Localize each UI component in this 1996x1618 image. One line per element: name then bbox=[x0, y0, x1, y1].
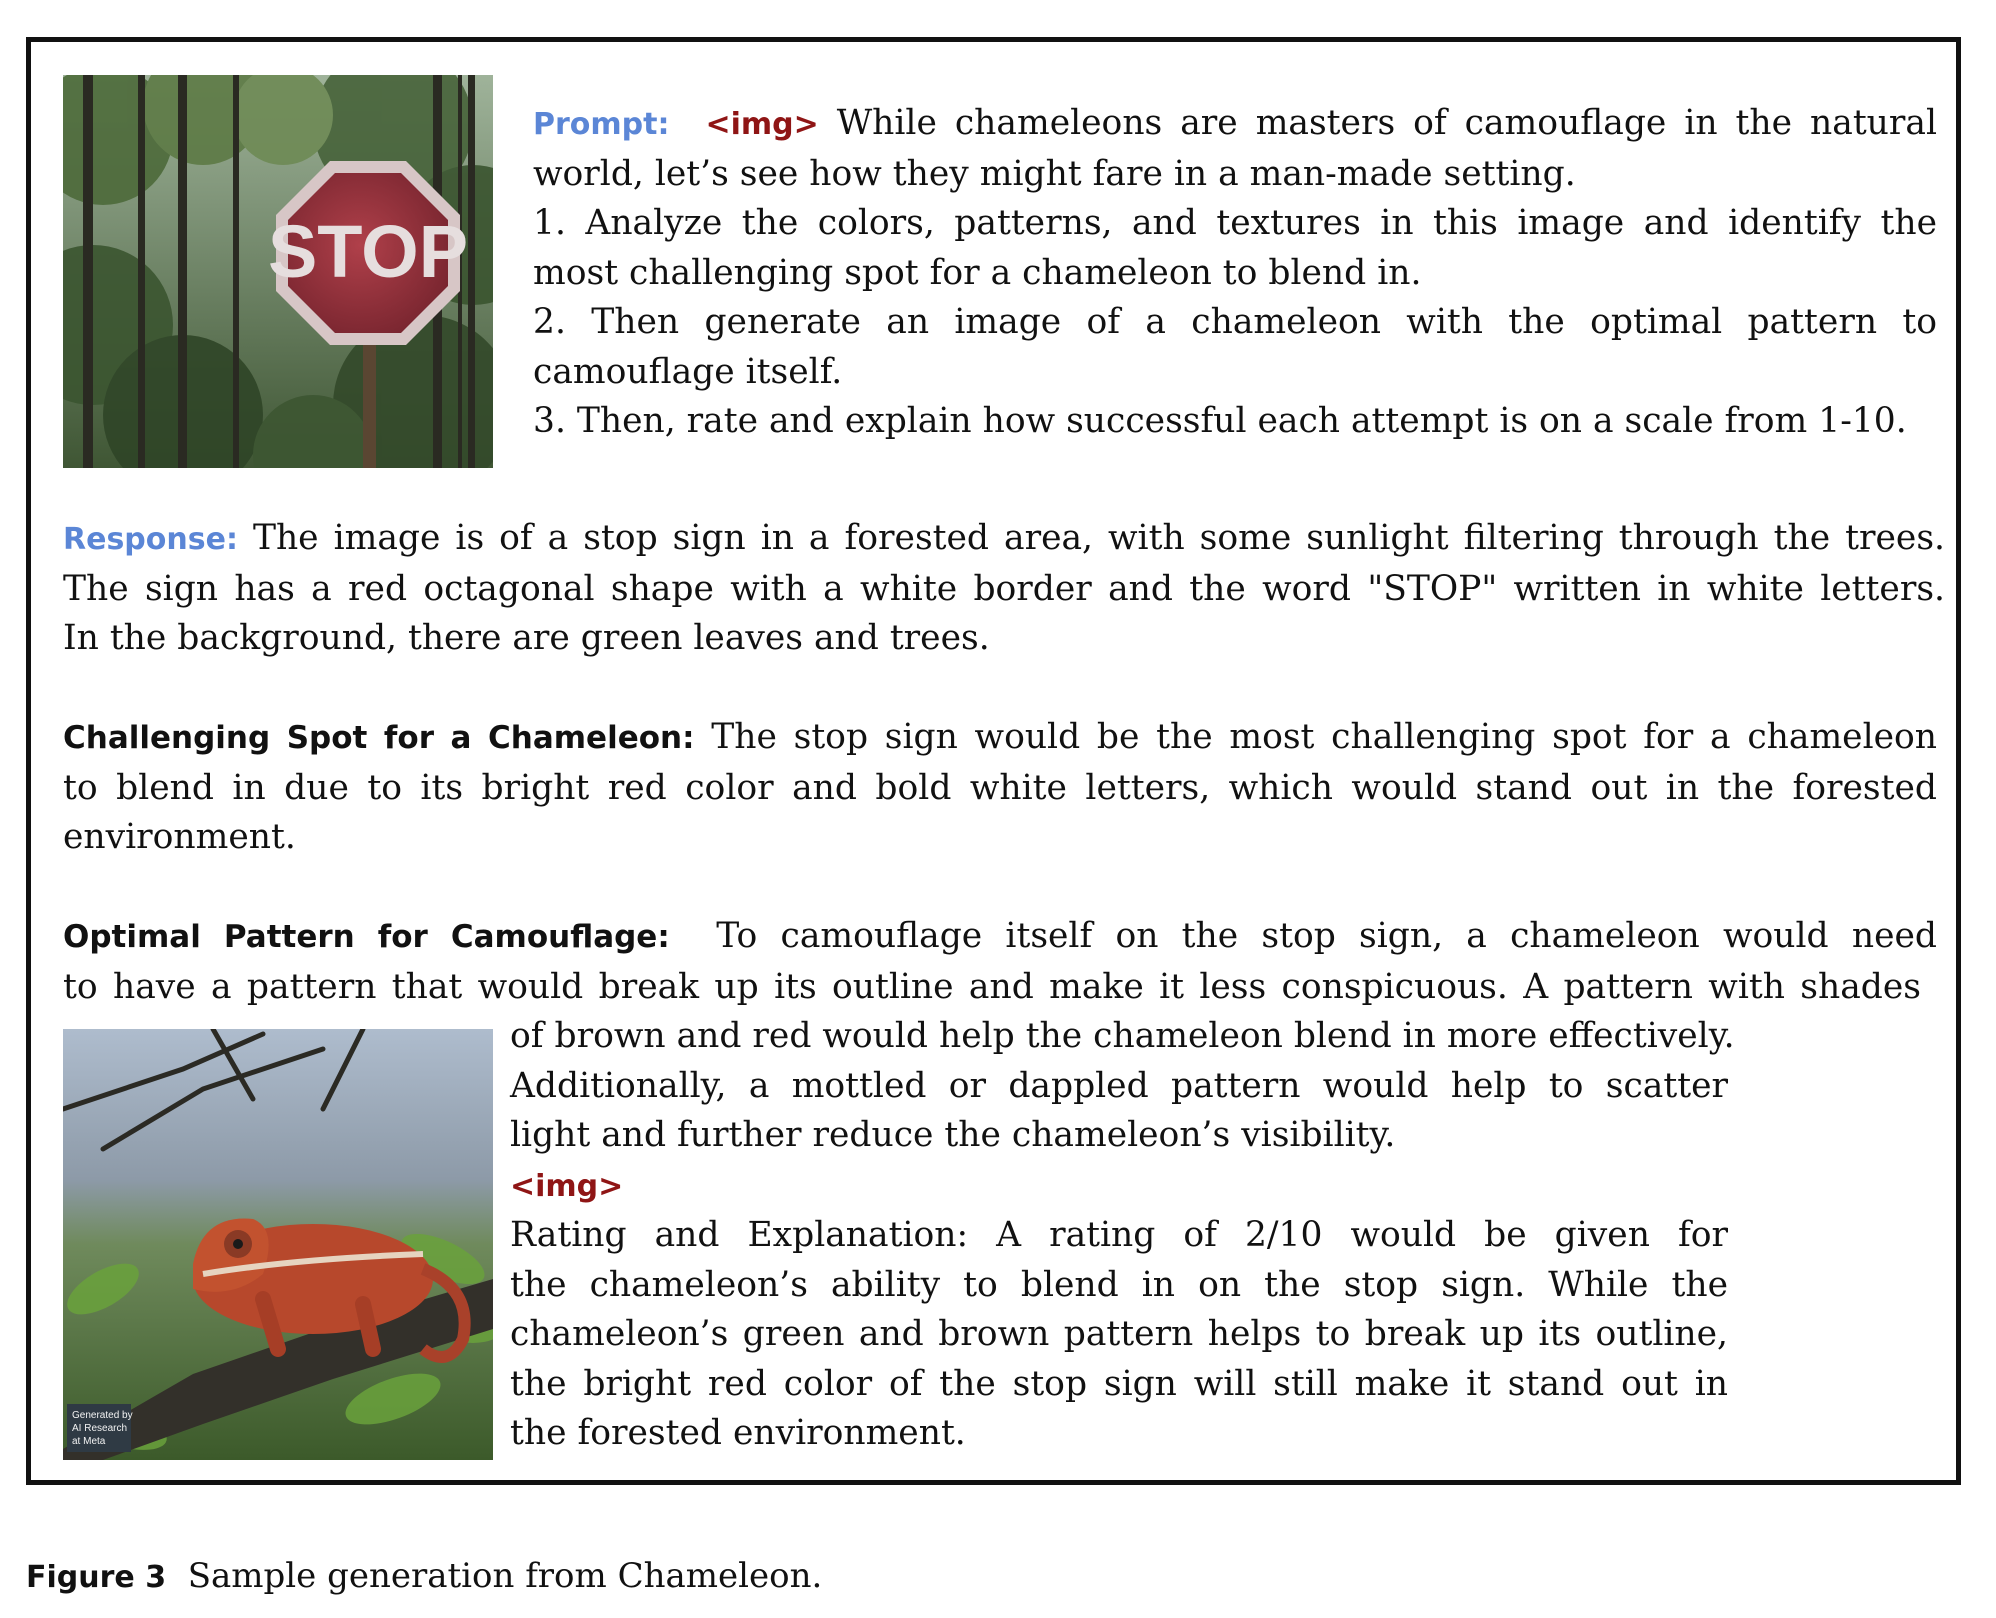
response-line-2: The sign has a red octagonal shape with a white border and the word "STOP" written in white letters. bbox=[63, 568, 1945, 609]
prompt-label: Prompt: bbox=[533, 107, 670, 142]
watermark-line-3: at Meta bbox=[72, 1436, 106, 1447]
optimal-block bbox=[63, 912, 1937, 1012]
rating-line-3: chameleon’s green and brown pattern helps to break up its outline, bbox=[510, 1314, 1728, 1354]
response-text: The image is of a stop sign in a forested area, with some sunlight filtering through the trees. bbox=[252, 518, 1945, 558]
figure-caption bbox=[26, 1556, 822, 1598]
optimal-line-4: Additionally, a mottled or dappled pattern would help to scatter bbox=[510, 1065, 1728, 1106]
chameleon-image bbox=[63, 1029, 493, 1460]
figure-number: Figure 3 bbox=[26, 1560, 167, 1595]
challenging-label: Challenging Spot for a Chameleon: bbox=[63, 720, 695, 756]
prompt-line-6: camouflage itself. bbox=[533, 351, 843, 392]
prompt-line-7: 3. Then, rate and explain how successful each attempt is on a scale from 1-10. bbox=[533, 401, 1907, 441]
stop-sign-text: STOP bbox=[267, 210, 469, 293]
challenging-text: The stop sign would be the most challenging spot for a chameleon bbox=[711, 717, 1938, 757]
caption-text: Sample generation from Chameleon. bbox=[187, 1556, 823, 1596]
prompt-line-2: world, let’s see how they might fare in a man-made setting. bbox=[533, 153, 1576, 194]
chameleon-illustration bbox=[63, 1029, 493, 1460]
response-line-1 bbox=[63, 514, 1945, 565]
challenging-block bbox=[63, 713, 1937, 863]
response-img-tag: <img> bbox=[510, 1168, 624, 1204]
stop-sign-image bbox=[63, 75, 493, 468]
optimal-line-5: light and further reduce the chameleon’s visibility. bbox=[510, 1115, 1396, 1155]
watermark-line-2: AI Research bbox=[72, 1423, 128, 1434]
challenging-line-2: to blend in due to its bright red color and bold white letters, which would stand out in the forested bbox=[63, 767, 1937, 808]
response-block bbox=[63, 514, 1945, 664]
rating-line-1: Rating and Explanation: A rating of 2/10 would be given for bbox=[510, 1215, 1728, 1255]
response-label: Response: bbox=[63, 522, 238, 557]
prompt-img-tag: <img> bbox=[705, 107, 819, 142]
prompt-line-4: most challenging spot for a chameleon to blend in. bbox=[533, 252, 1422, 293]
challenging-line-3: environment. bbox=[63, 817, 296, 857]
prompt-line-3: 1. Analyze the colors, patterns, and textures in this image and identify the bbox=[533, 203, 1937, 243]
watermark-line-1: Generated by bbox=[72, 1410, 133, 1421]
optimal-line-3: of brown and red would help the chameleon blend in more effectively. bbox=[510, 1016, 1735, 1056]
rating-line-5: the forested environment. bbox=[510, 1413, 966, 1453]
rating-line-4: the bright red color of the stop sign will still make it stand out in bbox=[510, 1363, 1728, 1404]
challenging-line-1 bbox=[63, 713, 1937, 764]
prompt-line-5: 2. Then generate an image of a chameleon with the optimal pattern to bbox=[533, 302, 1937, 342]
optimal-line-1 bbox=[63, 912, 1937, 963]
prompt-line-1 bbox=[533, 99, 1937, 150]
prompt-block bbox=[533, 99, 1937, 447]
stop-sign-illustration bbox=[63, 75, 493, 468]
response-line-3: In the background, there are green leaves and trees. bbox=[63, 618, 990, 658]
optimal-text: To camouflage itself on the stop sign, a chameleon would need bbox=[716, 916, 1937, 956]
rating-line-2: the chameleon’s ability to blend in on the stop sign. While the bbox=[510, 1264, 1728, 1305]
optimal-continuation bbox=[510, 1012, 1735, 1459]
optimal-label: Optimal Pattern for Camouflage: bbox=[63, 919, 670, 955]
prompt-text: While chameleons are masters of camouflage in the natural bbox=[836, 103, 1937, 143]
optimal-line-2: to have a pattern that would break up its outline and make it less conspicuous. A pattern with shades bbox=[63, 966, 1921, 1007]
